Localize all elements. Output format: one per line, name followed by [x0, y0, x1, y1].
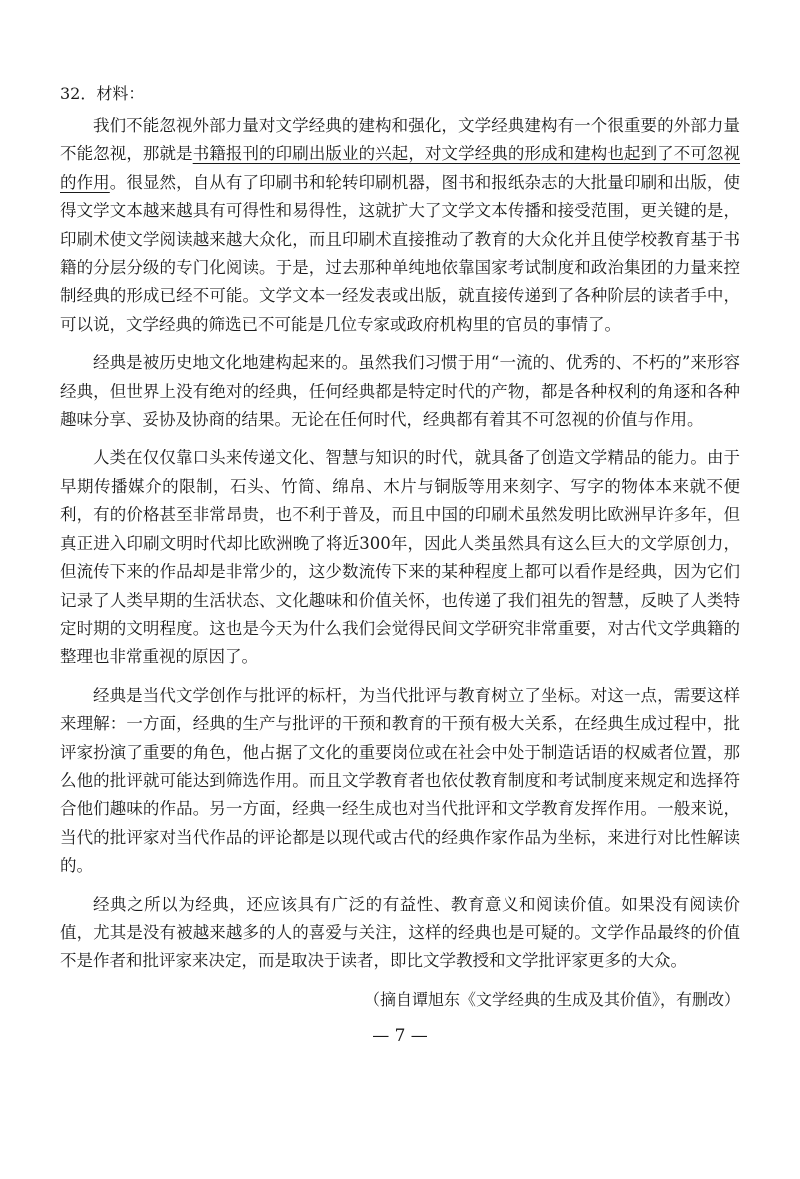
paragraph-5: 经典之所以为经典，还应该具有广泛的有益性、教育意义和阅读价值。如果没有阅读价值，尤其是没有被越来越多的人的喜爱与关注，这样的经典也是可疑的。文学作品最终的价值不是作者和批评家来决定，而是取决于读者，即比文学教授和文学批评家更多的大众。	[60, 894, 740, 971]
underlined-sentence: 书籍报刊的印刷出版业的兴起，对文学经典的形成和建构也起到了不可忽视的作用	[60, 144, 741, 192]
paragraph-3: 人类在仅仅靠口头来传递文化、智慧与知识的时代，就具备了创造文学精品的能力。由于早期传播媒介的限制，石头、竹简、绵帛、木片与铜版等用来刻字、写字的物体本来就不便利，有的价格甚至非常昂贵，也不利于普及，而且中国的印刷术虽然发明比欧洲早许多年，但真正进入印刷文明时代却比欧洲晚了将近300年，因此人类虽然具有这么巨大的文学原创力，但流传下来的作品却是非常少的，这少数流传下来的某种程度上都可以看作是经典，因为它们记录了人类早期的生活状态、文化趣味和价值关怀，也传递了我们祖先的智慧，反映了人类特定时期的文明程度。这也是今天为什么我们会觉得民间文学研究非常重要，对古代文学典籍的整理也非常重视的原因了。	[60, 448, 740, 667]
question-heading: 32．材料：	[60, 84, 145, 103]
paragraph-1-rest: 。很显然，自从有了印刷书和轮转印刷机器，图书和报纸杂志的大批量印刷和出版，使得文学文本越来越具有可得性和易得性，这就扩大了文学文本传播和接受范围，更关键的是，印刷术使文学阅读越来越大众化，而且印刷术直接推动了教育的大众化并且使学校教育基于书籍的分层分级的专门化阅读。于是，过去那种单纯地依靠国家考试制度和政治集团的力量来控制经典的形成已经不可能。文学文本一经发表或出版，就直接传递到了各种阶层的读者手中，可以说，文学经典的筛选已不可能是几位专家或政府机构里的官员的事情了。	[60, 172, 741, 334]
page-number: — 7 —	[372, 1025, 428, 1046]
source-citation: （摘自谭旭东《文学经典的生成及其价值》，有删改）	[363, 989, 740, 1009]
paragraph-4: 经典是当代文学创作与批评的标杆，为当代批评与教育树立了坐标。对这一点，需要这样来理解：一方面，经典的生产与批评的干预和教育的干预有极大关系，在经典生成过程中，批评家扮演了重要的角色，他占据了文化的重要岗位或在社会中处于制造话语的权威者位置，那么他的批评就可能达到筛选作用。而且文学教育者也依仗教育制度和考试制度来规定和选择符合他们趣味的作品。另一方面，经典一经生成也对当代批评和文学教育发挥作用。一般来说，当代的批评家对当代作品的评论都是以现代或古代的经典作家作品为坐标，来进行对比性解读的。	[60, 685, 740, 876]
paragraph-1-lead: 我们不能忽视外部力量对文学经典的建构和强化，文学经典建构有一个很重要的外部力量不能忽视，那就是	[60, 116, 740, 164]
paragraph-1	[60, 112, 740, 339]
paragraph-2: 经典是被历史地文化地建构起来的。虽然我们习惯于用“一流的、优秀的、不朽的”来形容经典，但世界上没有绝对的经典，任何经典都是特定时代的产物，都是各种权利的角逐和各种趣味分享、妥协及协商的结果。无论在任何时代，经典都有着其不可忽视的价值与作用。	[60, 353, 740, 430]
